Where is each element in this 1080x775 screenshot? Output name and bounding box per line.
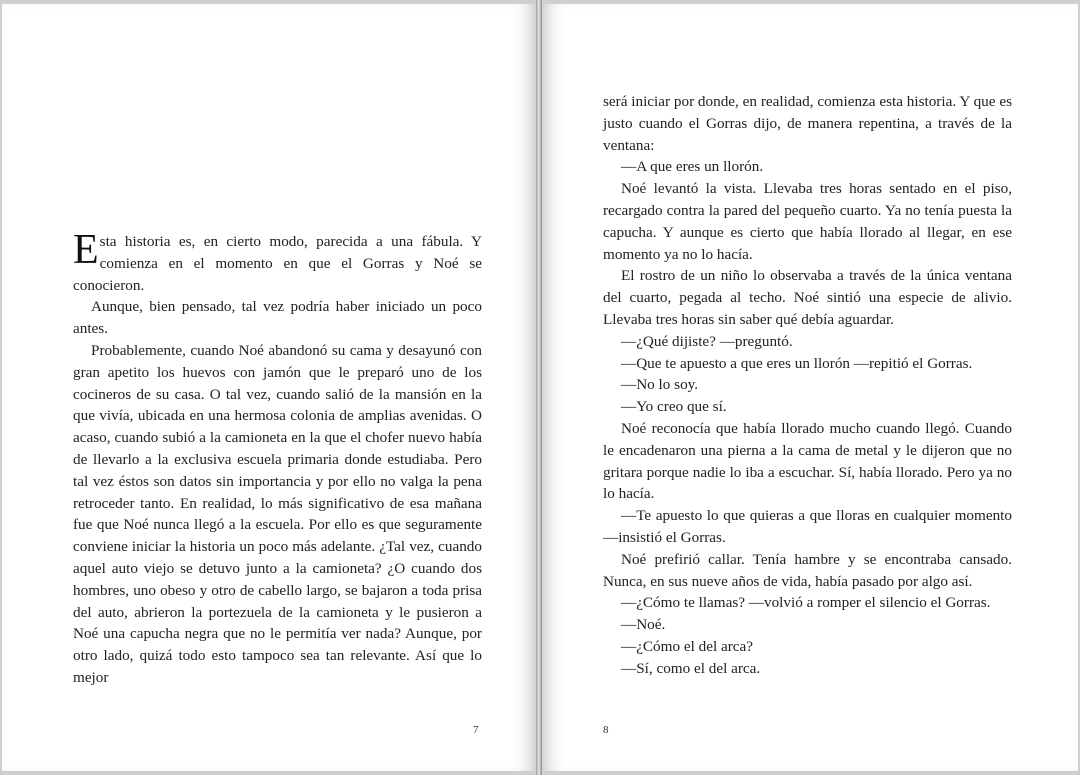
drop-cap: E (73, 227, 99, 273)
paragraph: Aunque, bien pensado, tal vez podría haber iniciado un poco antes. (73, 298, 482, 338)
continuation-paragraph: será iniciar por donde, en realidad, comienza esta historia. Y que es justo cuando el Gorras dijo, de manera repentina, a través de la ventana: (603, 93, 1012, 154)
paragraph: —Que te apuesto a que eres un llorón —repitió el Gorras. (621, 354, 973, 372)
page-number: 7 (473, 724, 479, 736)
paragraph: —Yo creo que sí. (621, 398, 727, 416)
paragraph: Noé reconocía que había llorado mucho cuando llegó. Cuando le encadenaron una pierna a la cama de metal y le dijeron que no gritara porque nadie lo iba a escuchar. Sí, había llorado. Pero ya no lo hacía. (603, 419, 1012, 503)
paragraph: —Sí, como el del arca. (621, 659, 761, 677)
paragraph: El rostro de un niño lo observaba a través de la única ventana del cuarto, pegada al techo. Noé sintió una especie de alivio. Llevaba tres horas sin saber qué debía aguardar. (603, 267, 1012, 328)
right-page-text (603, 91, 1012, 680)
book-gutter (536, 0, 542, 775)
paragraph: Probablemente, cuando Noé abandonó su cama y desayunó con gran apetito los huevos con jamón que le preparó uno de los cocineros de su casa. O tal vez, cuando salió de la mansión en la que vivía, ubicada en una hermosa colonia de amplias avenidas. O acaso, cuando subió a la camioneta en la que el chofer nuevo había de llevarlo a la exclusiva escuela primaria donde estudiaba. Pero tal vez éstos son datos sin importancia y por ello no valga la pena retroceder tanto. En realidad, lo más significativo de esa mañana fue que Noé nunca llegó a la escuela. Por ello es que seguramente conviene iniciar la historia un poco más adelante. ¿Tal vez, cuando aquel auto viejo se detuvo junto a la camioneta? ¿O cuando dos hombres, uno obeso y otro de cabello largo, se bajaron a toda prisa del auto, abrieron la portezuela de la camioneta y le pusieron a Noé una capucha negra que no le permitía ver nada? Aunque, por otro lado, quizá todo esto tampoco sea tan relevante. Así que lo mejor (73, 341, 482, 686)
page-number: 8 (603, 724, 609, 736)
paragraph: —¿Qué dijiste? —preguntó. (621, 332, 793, 350)
right-page (540, 4, 1078, 771)
paragraph: —¿Cómo te llamas? —volvió a romper el silencio el Gorras. (621, 594, 991, 612)
opening-paragraph (73, 227, 482, 296)
paragraph: —Te apuesto lo que quieras a que lloras en cualquier momento —insistió el Gorras. (603, 507, 1012, 546)
paragraph: Noé levantó la vista. Llevaba tres horas sentado en el piso, recargado contra la pared del pequeño cuarto. Ya no tenía puesta la capucha. Y aunque es cierto que había llorado al llegar, en ese momento ya no lo hacía. (603, 180, 1012, 263)
paragraph: —¿Cómo el del arca? (621, 637, 753, 655)
paragraph: —Noé. (621, 616, 666, 634)
opening-paragraph-text: sta historia es, en cierto modo, parecida a una fábula. Y comienza en el momento en que el Gorras y Noé se conocieron. (73, 233, 482, 294)
left-page (2, 4, 538, 771)
paragraph: —No lo soy. (621, 376, 699, 394)
left-page-text (73, 227, 482, 689)
paragraph: —A que eres un llorón. (621, 158, 764, 176)
paragraph: Noé prefirió callar. Tenía hambre y se encontraba cansado. Nunca, en sus nueve años de vida, había pasado por algo así. (603, 550, 1012, 590)
